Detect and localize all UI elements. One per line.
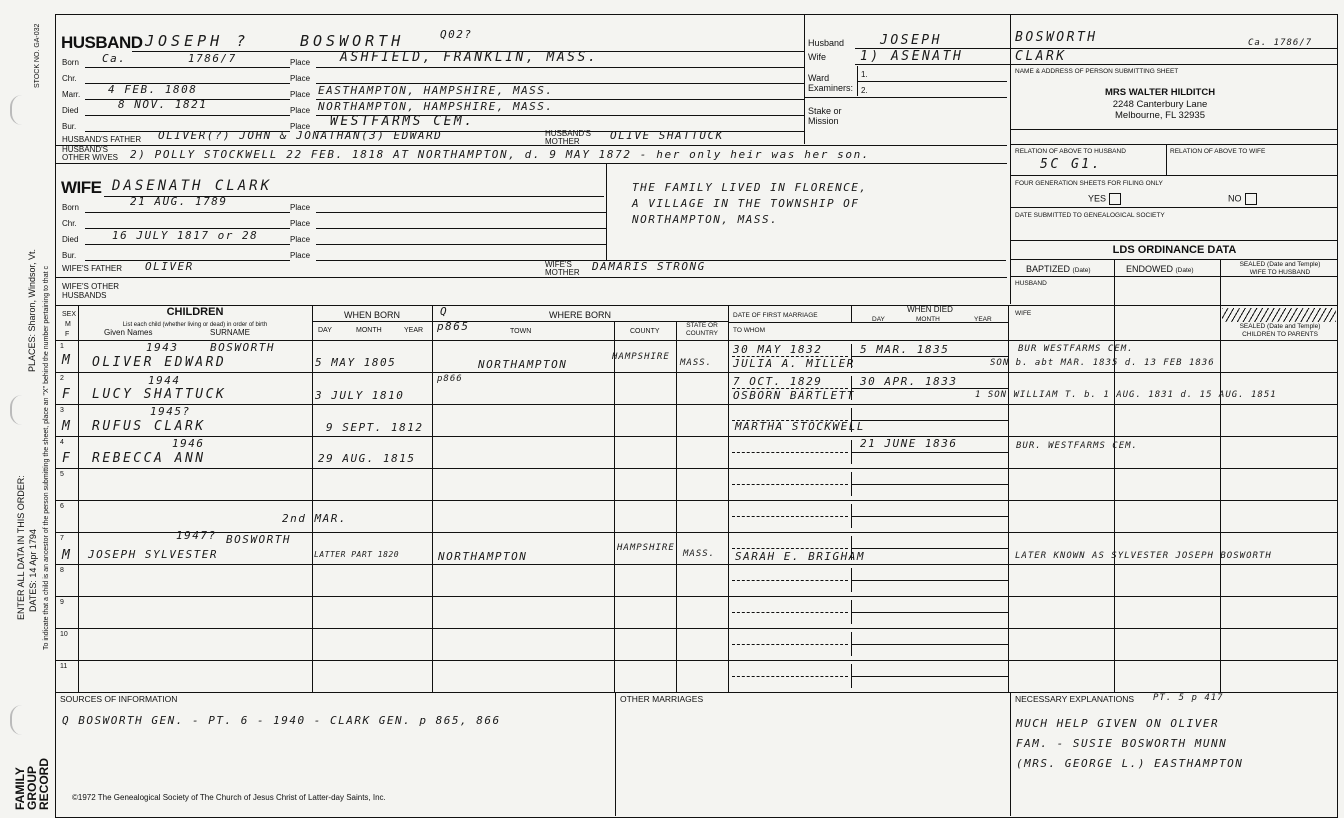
child-4-born: 29 AUG. 1815 [318, 452, 416, 465]
child-2-ref: 1944 [148, 374, 181, 387]
died-divider [851, 472, 852, 496]
stake-label: Stake or [808, 106, 842, 116]
marriage-dash [732, 548, 848, 549]
husband-marr-place-label: Place [290, 90, 311, 99]
child-4-ref: 1946 [172, 437, 205, 450]
child-7-ref: 1947? [176, 529, 217, 542]
examiners-label: Examiners: [808, 83, 854, 93]
died-line [851, 516, 1008, 517]
child-2-note: 1 SON WILLIAM T. b. 1 AUG. 1831 d. 15 AUG. 1851 [975, 390, 1277, 400]
relation-wife-label: RELATION OF ABOVE TO WIFE [1170, 148, 1266, 155]
died-line [851, 612, 1008, 613]
marriage-dash [732, 484, 848, 485]
wife-died-date: 16 JULY 1817 or 28 [112, 229, 259, 242]
examiner-1: 1. [861, 70, 868, 79]
right-husband-ca: Ca. 1786/7 [1248, 38, 1313, 48]
husband-ref-number: Q02? [440, 28, 473, 41]
husbands-other-wives-label: HUSBAND'S OTHER WIVES [62, 145, 119, 162]
wife-chr-place-label: Place [290, 219, 311, 228]
husband-marr-place: EASTHAMPTON, HAMPSHIRE, MASS. [318, 84, 554, 97]
child-7-born: LATTER PART 1820 [314, 550, 400, 559]
child-2-page-ref: p866 [437, 374, 463, 384]
marriage-dash [732, 452, 848, 453]
marriage-dash [732, 516, 848, 517]
baptized-header: BAPTIZED (Date) [1026, 264, 1091, 274]
explanations-text: MUCH HELP GIVEN ON OLIVER FAM. - SUSIE BOSWORTH MUNN (MRS. GEORGE L.) EASTHAMPTON [1016, 717, 1244, 770]
child-7-town: NORTHAMPTON [438, 550, 528, 563]
right-wife-name: 1) ASENATH [860, 49, 964, 64]
child-3-spouse: MARTHA STOCKWELL [735, 420, 865, 433]
husband-marr-label: Marr. [62, 90, 81, 99]
children-header: CHILDREN [166, 306, 224, 318]
where-born-header: WHERE BORN [548, 310, 611, 320]
county-header: COUNTY [630, 328, 660, 335]
husband-bur-label: Bur. [62, 122, 77, 131]
child-1-state: MASS. [680, 358, 713, 368]
town-header: TOWN [510, 328, 532, 335]
child-row-number: 7 [60, 535, 64, 542]
child-row-number: 8 [60, 567, 64, 574]
child-1-ref: 1943 [146, 341, 179, 354]
died-line [851, 356, 1008, 357]
child-row-number: 3 [60, 407, 64, 414]
submitter-name: MRS WALTER HILDITCH [1104, 87, 1216, 98]
side-places: PLACES: Sharon, Windsor, Vt. [27, 248, 37, 372]
relation-husband: 5C G1. [1040, 157, 1102, 172]
husband-surname: BOSWORTH [300, 32, 405, 50]
submitter-address-2: Melbourne, FL 32935 [1115, 110, 1205, 121]
relation-husband-label: RELATION OF ABOVE TO HUSBAND [1015, 148, 1126, 155]
wifes-father: OLIVER [145, 260, 194, 273]
side-title: FAMILY GROUP RECORD [13, 757, 51, 810]
wife-died-label: Died [62, 235, 79, 244]
husbands-other-wives: 2) POLLY STOCKWELL 22 FEB. 1818 AT NORTHAMPTON, d. 9 MAY 1872 - her only heir was her son. [130, 148, 871, 161]
explanations-label: NECESSARY EXPLANATIONS [1015, 694, 1135, 704]
lds-wife-label: WIFE [1015, 310, 1032, 317]
child-7-surname: BOSWORTH [226, 533, 291, 546]
child-1-surname: BOSWORTH [210, 341, 275, 354]
punch-hole [10, 395, 26, 425]
sex-header: SEX [62, 311, 77, 318]
died-day-header: DAY [872, 316, 885, 323]
explanations-ref: PT. 5 p 417 [1153, 693, 1224, 703]
husband-died-place-label: Place [290, 106, 311, 115]
date-submitted-label: DATE SUBMITTED TO GENEALOGICAL SOCIETY [1015, 212, 1165, 219]
child-row-divider [56, 628, 1338, 629]
punch-hole [10, 705, 26, 735]
husband-born-prefix: Ca. [102, 52, 127, 65]
child-2-born: 3 JULY 1810 [315, 389, 405, 402]
child-row-divider [56, 596, 1338, 597]
child-1-note: SON b. abt MAR. 1835 d. 13 FEB 1836 [990, 358, 1215, 368]
child-7-sex: M [62, 548, 73, 563]
child-4-lds: BUR. WESTFARMS CEM. [1016, 441, 1138, 451]
child-row-divider [56, 468, 1338, 469]
yes-checkbox[interactable]: YES [1088, 193, 1121, 205]
husband-given-name: JOSEPH ? [145, 32, 250, 50]
born-month-header: MONTH [356, 327, 382, 334]
child-3-ref: 1945? [150, 405, 191, 418]
wife-bur-place-label: Place [290, 251, 311, 260]
child-2-marriage-date: 7 OCT. 1829 [733, 375, 823, 388]
husband-born-place: ASHFIELD, FRANKLIN, MASS. [340, 50, 599, 65]
child-2-spouse: OSBORN BARTLETT [733, 389, 855, 402]
child-row-divider [56, 500, 1338, 501]
died-divider [851, 504, 852, 528]
died-divider [851, 568, 852, 592]
child-3-given: RUFUS CLARK [92, 419, 206, 434]
husband-died-date: 8 NOV. 1821 [118, 98, 208, 111]
ward-label: Ward [808, 73, 830, 83]
submitter-label: NAME & ADDRESS OF PERSON SUBMITTING SHEET [1015, 68, 1179, 75]
child-row-divider [56, 372, 1338, 373]
husband-bur-place: WESTFARMS CEM. [330, 114, 475, 129]
child-1-died: 5 MAR. 1835 [860, 343, 950, 356]
right-husband-surname: BOSWORTH [1015, 30, 1098, 45]
child-4-sex: F [62, 451, 73, 466]
husband-chr-place-label: Place [290, 74, 311, 83]
child-row-divider [56, 660, 1338, 661]
child-1-sex: M [62, 353, 73, 368]
child-2-sex: F [62, 387, 73, 402]
husband-label: HUSBAND [61, 33, 143, 52]
side-dates: DATES: 14 Apr 1794 [28, 529, 38, 612]
child-row-number: 1 [60, 343, 64, 350]
marriage-dash [732, 676, 848, 677]
husbands-mother: OLIVE SHATTUCK [610, 129, 724, 142]
examiner-2: 2. [861, 86, 868, 95]
marriage-dash [732, 644, 848, 645]
wife-note: THE FAMILY LIVED IN FLORENCE, A VILLAGE IN THE TOWNSHIP OF NORTHAMPTON, MASS. [632, 181, 868, 226]
right-husband-name: JOSEPH [880, 33, 942, 48]
side-enter-order: ENTER ALL DATA IN THIS ORDER: [16, 475, 26, 620]
died-line [851, 420, 1008, 421]
sex-f: F [65, 331, 70, 338]
first-marriage-header: DATE OF FIRST MARRIAGE [733, 312, 818, 319]
wife-bur-label: Bur. [62, 251, 77, 260]
given-names-header: Given Names [104, 328, 153, 337]
child-3-sex: M [62, 419, 73, 434]
died-month-header: MONTH [916, 316, 940, 323]
husband-bur-place-label: Place [290, 122, 311, 131]
four-gen-label: FOUR GENERATION SHEETS FOR FILING ONLY [1015, 180, 1163, 187]
sealed-hatch [1222, 308, 1336, 322]
child-row-divider [56, 436, 1338, 437]
sealed-children-header: SEALED (Date and Temple) CHILDREN TO PARENTS [1239, 323, 1321, 338]
other-marriages-label: OTHER MARRIAGES [620, 694, 704, 704]
child-row-number: 4 [60, 439, 64, 446]
child-7-given: JOSEPH SYLVESTER [88, 548, 218, 561]
wife-name: DASENATH CLARK [112, 178, 273, 194]
child-row-number: 11 [60, 663, 68, 670]
sealed-wife-header: SEALED (Date and Temple) WIFE TO HUSBAND [1239, 261, 1321, 276]
child-row-number: 5 [60, 471, 64, 478]
child-row-divider [56, 404, 1338, 405]
husbands-father: OLIVER(?) JOHN & JONATHAN(3) EDWARD [158, 129, 443, 142]
wifes-other-husbands-label: WIFE'S OTHER HUSBANDS [62, 282, 120, 300]
wife-chr-label: Chr. [62, 219, 77, 228]
husband-born-date: 1786/7 [188, 52, 237, 65]
child-1-town: NORTHAMPTON [478, 358, 568, 371]
husband-died-place: NORTHAMPTON, HAMPSHIRE, MASS. [318, 100, 554, 113]
no-checkbox[interactable]: NO [1228, 193, 1257, 205]
child-row-divider [56, 564, 1338, 565]
child-4-given: REBECCA ANN [92, 451, 206, 466]
second-marriage-note: 2nd MAR. [282, 512, 347, 525]
died-line [851, 452, 1008, 453]
marriage-dash [732, 580, 848, 581]
child-1-lds: BUR WESTFARMS CEM. [1018, 344, 1134, 354]
wife-born-place-label: Place [290, 203, 311, 212]
died-year-header: YEAR [974, 316, 992, 323]
sources-text: Q BOSWORTH GEN. - PT. 6 - 1940 - CLARK GEN. p 865, 866 [62, 714, 501, 727]
child-7-spouse: SARAH E. BRIGHAM [735, 550, 865, 563]
child-1-county: HAMPSHIRE [612, 352, 670, 362]
child-7-lds: LATER KNOWN AS SYLVESTER JOSEPH BOSWORTH [1015, 551, 1272, 561]
child-2-given: LUCY SHATTUCK [92, 387, 227, 402]
husband-born-label: Born [62, 58, 79, 67]
child-3-born: 9 SEPT. 1812 [326, 421, 424, 434]
mission-label: Mission [808, 116, 839, 126]
born-day-header: DAY [318, 327, 332, 334]
child-row-number: 9 [60, 599, 64, 606]
right-wife-label: Wife [808, 52, 826, 62]
husbands-mother-label: HUSBAND'S MOTHER [545, 129, 591, 146]
wifes-mother-label: WIFE'S MOTHER [545, 260, 580, 277]
circled-mark: Q [440, 305, 449, 318]
died-divider [851, 632, 852, 656]
lds-husband-label: HUSBAND [1015, 280, 1047, 287]
state-header: STATE OR COUNTRY [685, 322, 719, 337]
copyright: ©1972 The Genealogical Society of The Church of Jesus Christ of Latter-day Saints, Inc. [72, 793, 386, 802]
child-7-state: MASS. [683, 549, 716, 559]
to-whom-header: TO WHOM [733, 327, 766, 334]
died-line [851, 484, 1008, 485]
endowed-header: ENDOWED (Date) [1126, 264, 1194, 274]
child-row-number: 10 [60, 631, 68, 638]
died-line [851, 676, 1008, 677]
child-row-number: 6 [60, 503, 64, 510]
child-2-died: 30 APR. 1833 [860, 375, 958, 388]
husband-born-place-label: Place [290, 58, 311, 67]
right-wife-surname: CLARK [1015, 49, 1067, 64]
child-1-born: 5 MAY 1805 [315, 356, 397, 369]
wife-born-date: 21 AUG. 1789 [130, 195, 228, 208]
child-7-county: HAMPSHIRE [617, 543, 675, 553]
child-1-spouse: JULIA A. MILLER [733, 357, 855, 370]
side-instruction: To indicate that a child is an ancestor of the person submitting the sheet, place an "X" behind the number pertaining to that c [43, 266, 50, 650]
when-born-header: WHEN BORN [344, 310, 400, 320]
sources-label: SOURCES OF INFORMATION [60, 694, 178, 704]
page-ref: p865 [437, 320, 470, 333]
marriage-dash [732, 612, 848, 613]
child-1-given: OLIVER EDWARD [92, 355, 227, 370]
died-divider [851, 664, 852, 688]
died-line [851, 644, 1008, 645]
when-died-header: WHEN DIED [907, 305, 953, 314]
husband-chr-label: Chr. [62, 74, 77, 83]
surname-header: SURNAME [210, 328, 251, 337]
child-row-number: 2 [60, 375, 64, 382]
child-1-marriage-date: 30 MAY 1832 [733, 343, 823, 356]
child-4-died: 21 JUNE 1836 [860, 437, 958, 450]
husbands-father-label: HUSBAND'S FATHER [62, 135, 142, 144]
children-subheader: List each child (whether living or dead) in order of birth [122, 322, 268, 328]
wifes-father-label: WIFE'S FATHER [62, 264, 123, 273]
punch-hole [10, 95, 26, 125]
husband-marr-date: 4 FEB. 1808 [108, 83, 198, 96]
sex-m: M [65, 321, 71, 328]
wifes-mother: DAMARIS STRONG [592, 260, 706, 273]
born-year-header: YEAR [404, 327, 424, 334]
died-divider [851, 600, 852, 624]
lds-ordinance-title: LDS ORDINANCE DATA [1112, 244, 1237, 256]
submitter-address-1: 2248 Canterbury Lane [1112, 99, 1208, 110]
husband-died-label: Died [62, 106, 79, 115]
died-line [851, 580, 1008, 581]
died-line [851, 548, 1008, 549]
wife-label: WIFE [61, 178, 102, 197]
right-husband-label: Husband [808, 38, 845, 48]
died-line [851, 388, 1008, 389]
wife-born-label: Born [62, 203, 79, 212]
died-divider [851, 440, 852, 464]
wife-died-place-label: Place [290, 235, 311, 244]
stock-number: STOCK NO. GA-032 [34, 23, 41, 88]
